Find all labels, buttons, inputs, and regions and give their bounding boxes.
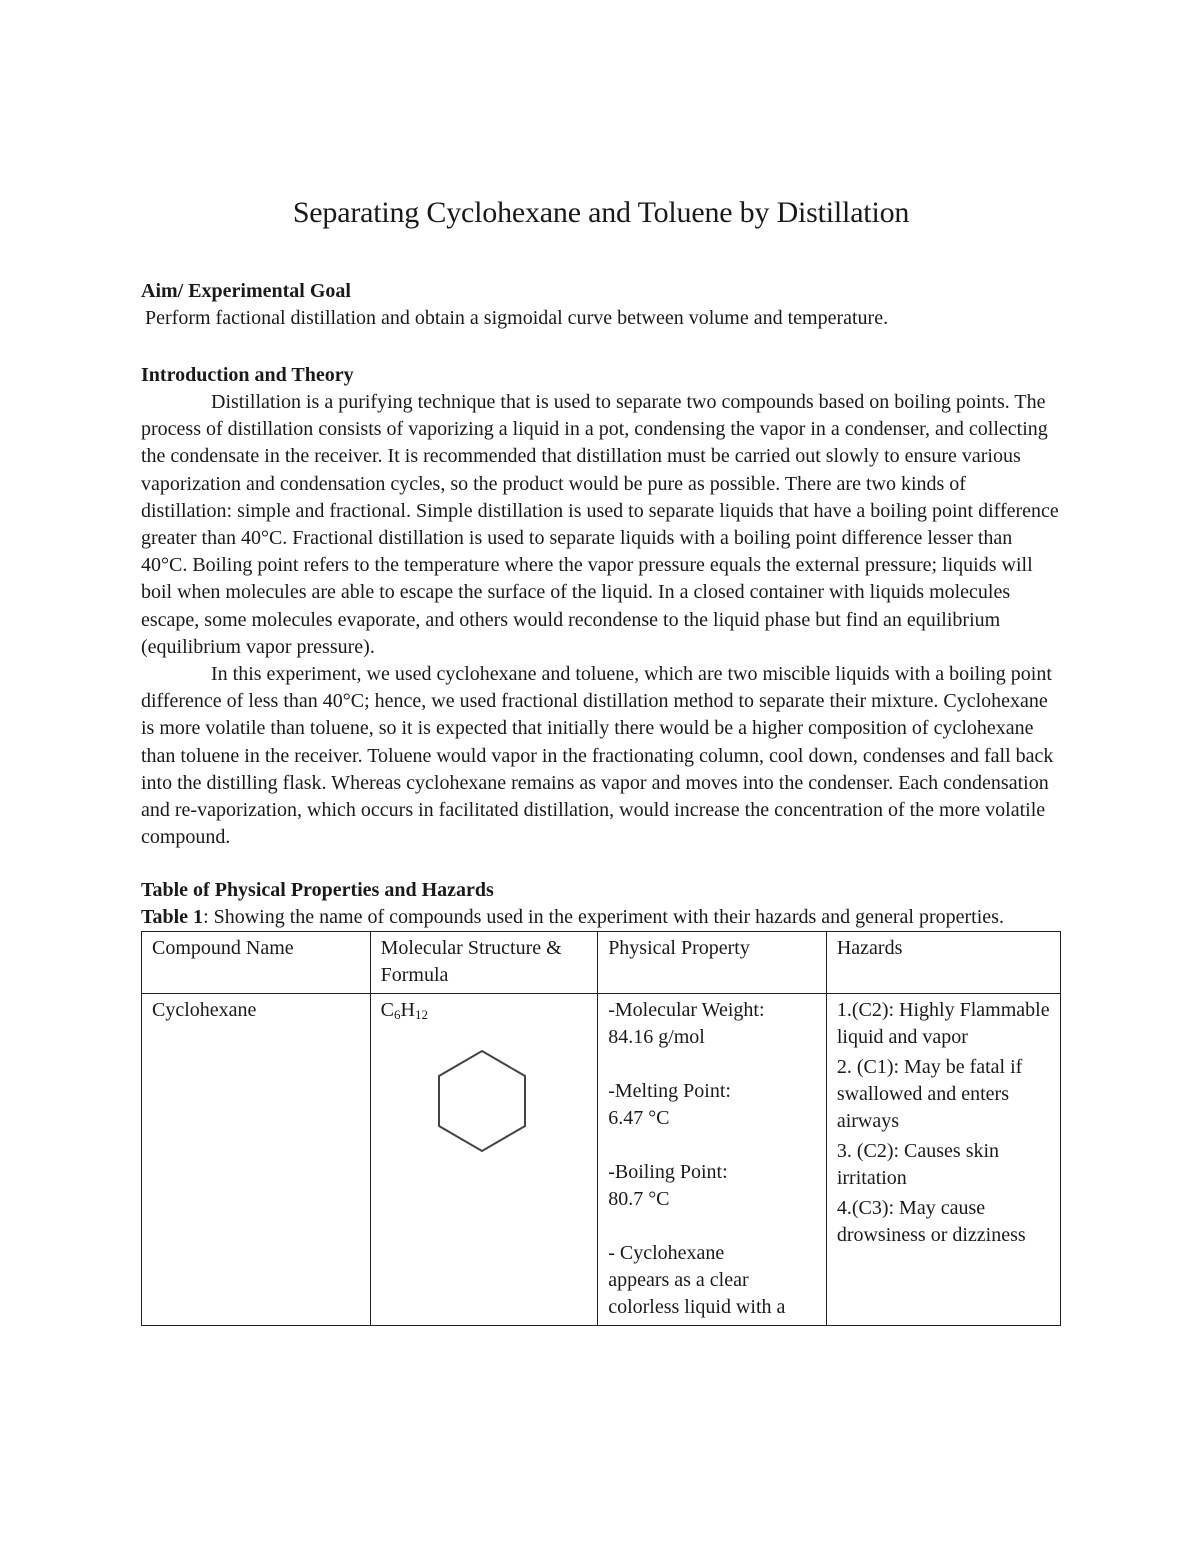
boiling-point-label: -Boiling Point: (608, 1161, 728, 1184)
table-caption-text: : Showing the name of compounds used in the experiment with their hazards and general properties. (203, 906, 1004, 929)
melting-point-label: -Melting Point: (608, 1080, 731, 1103)
description-line-3: colorless liquid with a (608, 1296, 786, 1319)
introduction-heading: Introduction and Theory (141, 364, 354, 386)
hazard-item-1: 1.(C2): Highly Flammable liquid and vapor (836, 999, 1050, 1049)
hazard-item-3: 3. (C2): Causes skin irritation (836, 1140, 1000, 1190)
physical-property-cell (598, 994, 827, 1326)
column-header-structure: Molecular Structure & Formula (370, 932, 598, 994)
column-header-compound: Compound Name (142, 932, 371, 994)
table-header-row (142, 932, 1061, 994)
boiling-point-value: 80.7 °C (608, 1188, 670, 1211)
table-heading: Table of Physical Properties and Hazards (141, 879, 494, 902)
description-line-2: appears as a clear (608, 1269, 749, 1292)
hazard-item-2: 2. (C1): May be fatal if swallowed and enters airways (836, 1056, 1023, 1133)
molecular-weight-label: -Molecular Weight: (608, 999, 765, 1022)
column-header-property: Physical Property (598, 932, 827, 994)
aim-text: Perform factional distillation and obtain a sigmoidal curve between volume and temperature. (145, 307, 889, 329)
hazard-item-4: 4.(C3): May cause drowsiness or dizziness (836, 1197, 1026, 1247)
table-caption (141, 904, 1061, 931)
table-row (142, 994, 1061, 1326)
introduction-paragraph-1: Distillation is a purifying technique that is used to separate two compounds based on boiling points. The process of distillation consists of vaporizing a liquid in a pot, condensing the vapor in a condenser, and collecting the condensate in the receiver. It is recommended that distillation must be carried out slowly to ensure various vaporization and condensation cycles, so the product would be pure as possible. There are two kinds of distillation: simple and fractional. Simple distillation is used to separate liquids that have a boiling point difference greater than 40°C. Fractional distillation is used to separate liquids with a boiling point difference lesser than 40°C. Boiling point refers to the temperature where the vapor pressure equals the external pressure; liquids will boil when molecules are able to escape the surface of the liquid. In a closed container with liquids molecules escape, some molecules evaporate, and others would recondense to the liquid phase but find an equilibrium (equilibrium vapor pressure). (141, 391, 1059, 658)
aim-heading: Aim/ Experimental Goal (141, 280, 351, 302)
cyclohexane-structure-icon (436, 1048, 528, 1154)
structure-cell (370, 994, 598, 1326)
introduction-section (141, 362, 1061, 851)
hazards-cell (826, 994, 1060, 1326)
molecular-weight-value: 84.16 g/mol (608, 1026, 705, 1049)
introduction-paragraph-2: In this experiment, we used cyclohexane and toluene, which are two miscible liquids with a boiling point difference of less than 40°C; hence, we used fractional distillation method to separate their mixture. Cyclohexane is more volatile than toluene, so it is expected that initially there would be a higher composition of cyclohexane than toluene in the receiver. Toluene would vapor in the fractionating column, cool down, condenses and fall back into the distilling flask. Whereas cyclohexane remains as vapor and moves into the condenser. Each condensation and re-vaporization, which occurs in facilitated distillation, would increase the concentration of the more volatile compound. (141, 663, 1054, 849)
aim-section (141, 278, 1061, 332)
molecular-formula: $C_6H_{12}$ (380, 999, 428, 1023)
document-page (141, 196, 1061, 1326)
properties-table (141, 931, 1061, 1326)
melting-point-value: 6.47 °C (608, 1107, 670, 1130)
table-caption-label: Table 1 (141, 906, 204, 929)
document-title: Separating Cyclohexane and Toluene by Distillation (292, 196, 910, 229)
table-section (141, 877, 1061, 1326)
compound-name-cell: Cyclohexane (142, 994, 371, 1326)
description-line-1: - Cyclohexane (608, 1242, 725, 1265)
column-header-hazards: Hazards (826, 932, 1060, 994)
